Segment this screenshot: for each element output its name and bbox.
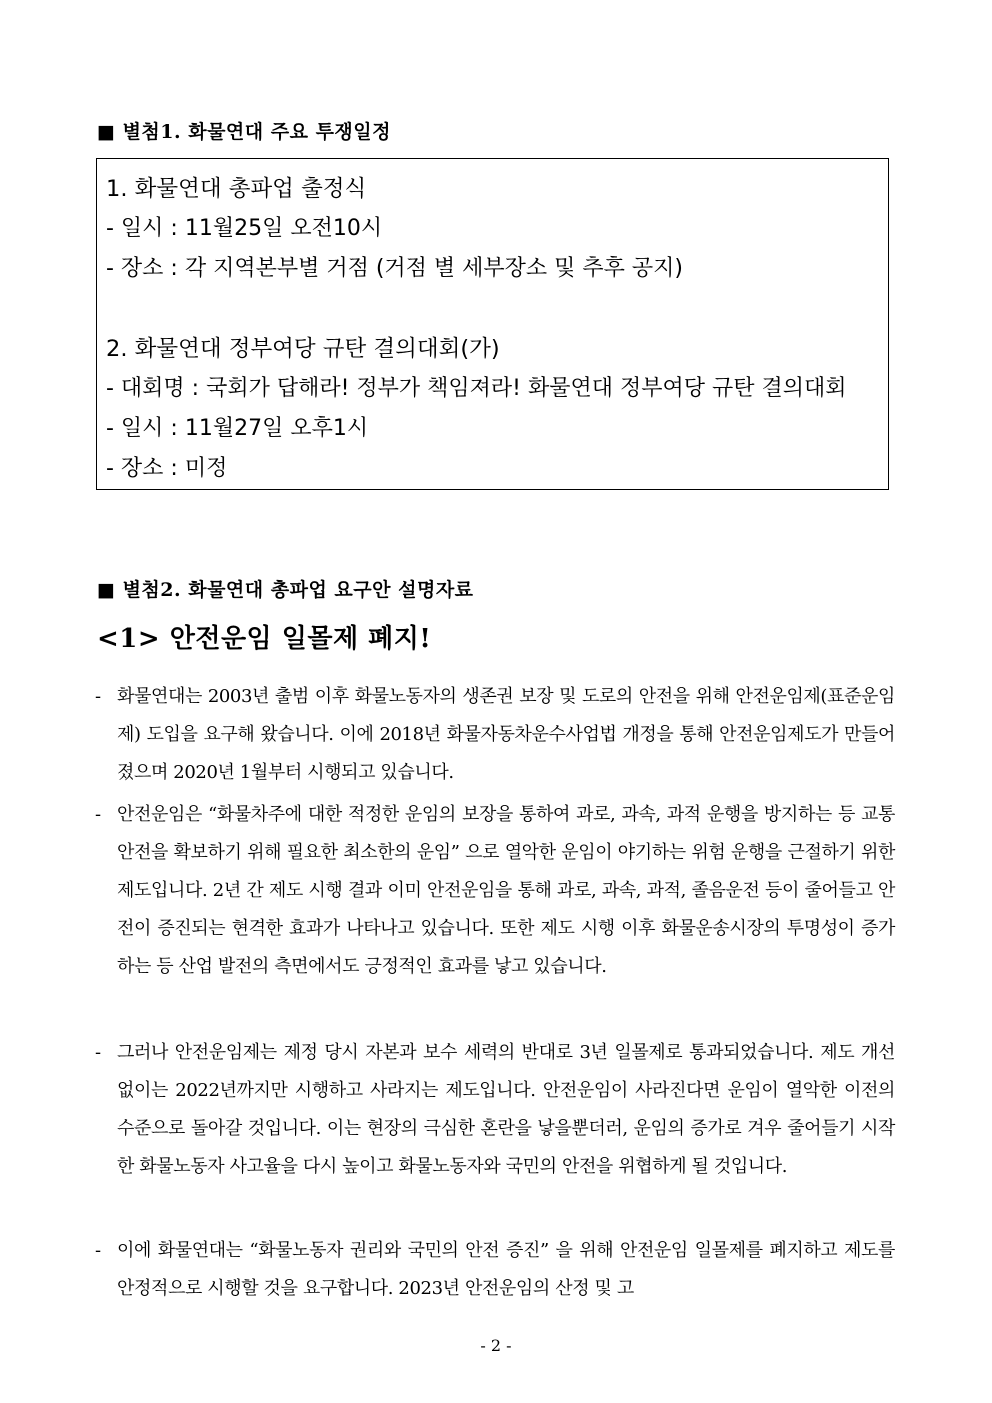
paragraph-dash: - <box>95 1042 102 1063</box>
paragraph-dash: - <box>95 1240 102 1261</box>
demand-subheading: <1> 안전운임 일몰제 폐지! <box>97 624 432 654</box>
paragraph-text: 그러나 안전운임제는 제정 당시 자본과 보수 세력의 반대로 3년 일몰제로 통과되었습니다. 제도 개선 없이는 2022년까지만 시행하고 사라지는 제도입니다. 안전운임이 사라진다면 운임이 열악한 이전의 수준으로 돌아갈 것입니다. 이는 현장의 극심한 혼란을 낳을뿐더러, 운임의 증가로 겨우 줄어들기 시작한 화물노동자 사고율을 다시 높이고 화물노동자와 국민의 안전을 위협하게 될 것입니다. <box>117 1042 895 1177</box>
schedule-item2-date: - 일시 : 11월27일 오후1시 <box>106 416 369 441</box>
paragraph-text: 안전운임은 “화물차주에 대한 적정한 운임의 보장을 통하여 과로, 과속, 과적 운행을 방지하는 등 교통안전을 확보하기 위해 필요한 최소한의 운임” 으로 열악한 운임이 야기하는 위험 운행을 근절하기 위한 제도입니다. 2년 간 제도 시행 결과 이미 안전운임을 통해 과로, 과속, 과적, 졸음운전 등이 줄어들고 안전이 증진되는 현격한 효과가 나타나고 있습니다. 또한 제도 시행 이후 화물운송시장의 투명성이 증가하는 등 산업 발전의 측면에서도 긍정적인 효과를 낳고 있습니다. <box>117 804 895 977</box>
paragraph-text: 화물연대는 2003년 출범 이후 화물노동자의 생존권 보장 및 도로의 안전을 위해 안전운임제(표준운임제) 도입을 요구해 왔습니다. 이에 2018년 화물자동차운수사업법 개정을 통해 안전운임제도가 만들어졌으며 2020년 1월부터 시행되고 있습니다. <box>117 686 895 783</box>
attachment1-heading: ■ 별첨1. 화물연대 주요 투쟁일정 <box>97 121 391 143</box>
schedule-item1-title: 1. 화물연대 총파업 출정식 <box>106 176 367 202</box>
schedule-item1-place: - 장소 : 각 지역본부별 거점 (거점 별 세부장소 및 추후 공지) <box>106 256 683 281</box>
schedule-box <box>96 158 889 490</box>
paragraph-text: 이에 화물연대는 “화물노동자 권리와 국민의 안전 증진” 을 위해 안전운임 일몰제를 폐지하고 제도를 안정적으로 시행할 것을 요구합니다. 2023년 안전운임의 산정 및 고 <box>117 1240 895 1299</box>
schedule-item2-title: 2. 화물연대 정부여당 규탄 결의대회(가) <box>106 336 500 362</box>
attachment2-heading: ■ 별첨2. 화물연대 총파업 요구안 설명자료 <box>97 579 474 601</box>
schedule-item2-place: - 장소 : 미정 <box>106 456 228 481</box>
paragraph-dash: - <box>95 686 102 707</box>
schedule-item2-name: - 대회명 : 국회가 답해라! 정부가 책임져라! 화물연대 정부여당 규탄 결의대회 <box>106 376 847 401</box>
schedule-item1-date: - 일시 : 11월25일 오전10시 <box>106 216 383 241</box>
paragraph-dash: - <box>95 804 102 825</box>
page-number: - 2 - <box>480 1336 512 1355</box>
